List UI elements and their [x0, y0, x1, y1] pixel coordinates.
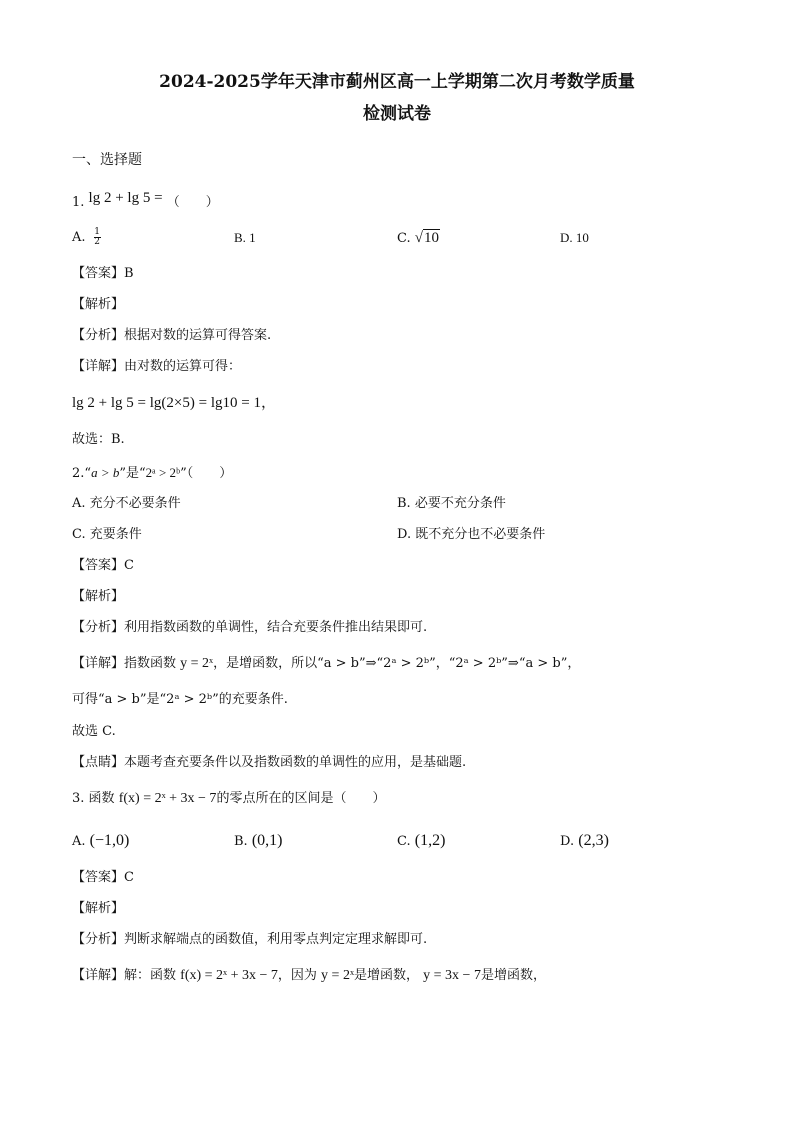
- q2-final: 故选 C.: [72, 724, 116, 739]
- question-expression: lg 2 + lg 5 =: [88, 190, 163, 206]
- q1-option-c: C. √10: [397, 230, 439, 246]
- section-heading: 一、选择题: [72, 152, 142, 168]
- q1-fenxi: 【分析】根据对数的运算可得答案.: [72, 328, 272, 343]
- q2-option-c: C. 充要条件: [72, 527, 142, 542]
- function-expression: f(x) = 2ˣ + 3x − 7: [118, 791, 217, 806]
- question-1: [72, 188, 722, 213]
- q2-dianjing: 【点睛】本题考查充要条件以及指数函数的单调性的应用，是基础题.: [72, 755, 467, 770]
- q2-option-d: D. 既不充分也不必要条件: [397, 527, 546, 542]
- q3-detail: 【详解】解：函数 f(x) = 2ˣ + 3x − 7，因为 y = 2ˣ是增函数， y = 3x − 7是增函数，: [72, 968, 546, 983]
- q1-option-b: B. 1: [234, 230, 256, 245]
- question-2: 2.“a > b”是“2ᵃ > 2ᵇ”（ ）: [72, 465, 233, 481]
- q2-detail: 【详解】指数函数 y = 2ˣ，是增函数，所以“a > b”⇒“2ᵃ > 2ᵇ”，“2ᵃ > 2ᵇ”⇒“a > b”，: [72, 656, 581, 671]
- q1-calculation: lg 2 + lg 5 = lg(2×5) = lg10 = 1，: [72, 395, 276, 411]
- square-root: √10: [414, 230, 439, 246]
- q3-fenxi: 【分析】判断求解端点的函数值，利用零点判定定理求解即可.: [72, 932, 428, 947]
- q1-detail: 【详解】由对数的运算可得：: [72, 359, 242, 374]
- q2-conclusion: 可得“a > b”是“2ᵃ > 2ᵇ”的充要条件.: [72, 692, 288, 707]
- q2-analysis: 【解析】: [72, 589, 125, 604]
- q3-answer: 【答案】C: [72, 870, 134, 885]
- answer-blank: （ ）: [166, 195, 219, 210]
- q3-analysis: 【解析】: [72, 901, 125, 916]
- q2-answer: 【答案】C: [72, 558, 134, 573]
- condition-1: a > b: [91, 465, 120, 480]
- question-3: 3. 函数 f(x) = 2ˣ + 3x − 7的零点所在的区间是（ ）: [72, 791, 386, 806]
- q3-option-a: A. (−1,0): [72, 832, 130, 849]
- q2-option-a: A. 充分不必要条件: [72, 496, 181, 511]
- q1-final: 故选：B.: [72, 432, 125, 447]
- q1-option-a: A. $\frac{1}{2}$: [72, 227, 101, 247]
- q3-option-b: B. (0,1): [234, 832, 283, 849]
- page-title: 2024-2025学年天津市蓟州区高一上学期第二次月考数学质量: [159, 72, 635, 92]
- q2-option-b: B. 必要不充分条件: [397, 496, 506, 511]
- q1-option-d: D. 10: [560, 230, 589, 245]
- question-number: 1.: [72, 195, 85, 210]
- condition-2: 2ᵃ > 2ᵇ: [145, 465, 181, 480]
- q3-option-c: C. (1,2): [397, 832, 446, 849]
- page-title-line2: 检测试卷: [363, 104, 431, 124]
- q1-analysis: 【解析】: [72, 297, 125, 312]
- q1-answer: 【答案】B: [72, 266, 134, 281]
- q2-fenxi: 【分析】利用指数函数的单调性，结合充要条件推出结果即可.: [72, 620, 428, 635]
- q3-option-d: D. (2,3): [560, 832, 609, 849]
- fraction: $\frac{1}{2}$: [94, 227, 101, 247]
